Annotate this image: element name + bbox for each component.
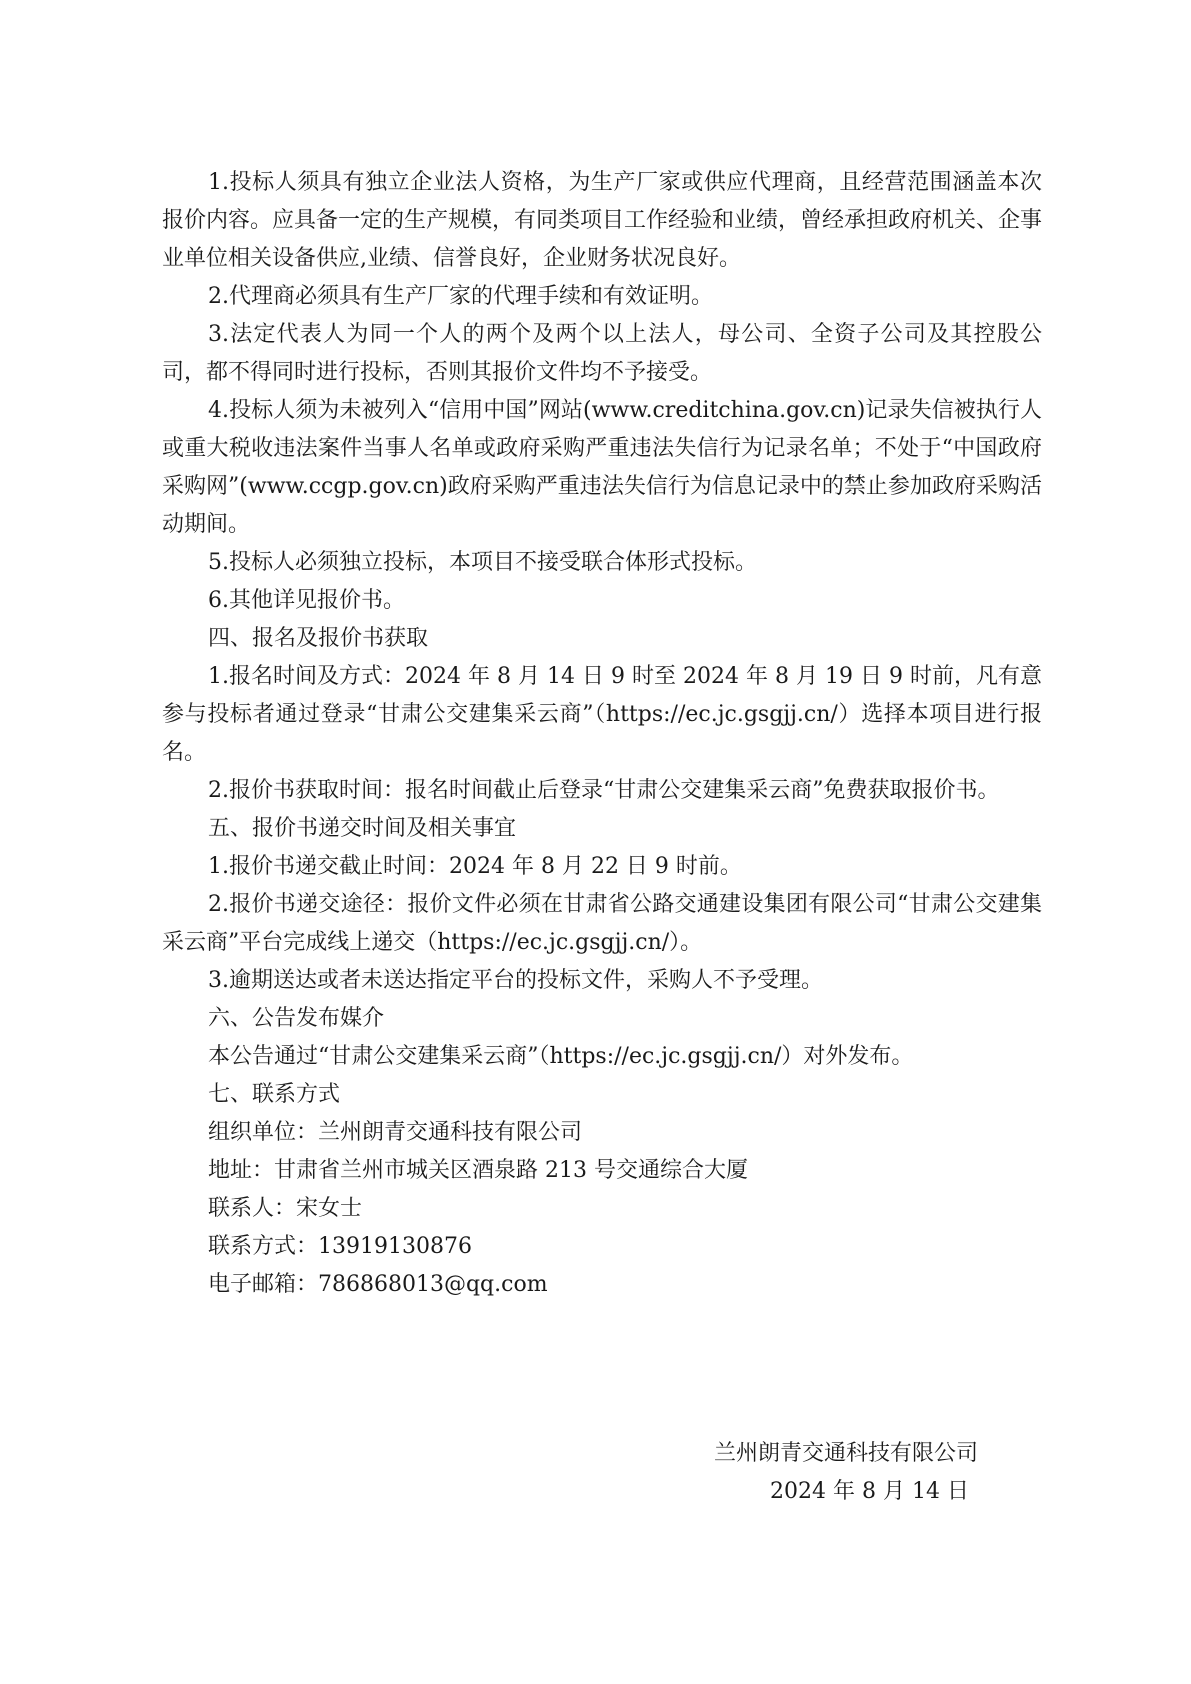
media-text: 本公告通过“甘肃公交建集采云商”（https://ec.jc.gsgjj.cn/）对外发布。 xyxy=(208,1044,914,1069)
contact-person: 联系人：宋女士 xyxy=(208,1196,363,1221)
submission-3: 3.逾期送达或者未送达指定平台的投标文件，采购人不予受理。 xyxy=(208,968,823,993)
signature-company: 兰州朗青交通科技有限公司 xyxy=(714,1441,979,1466)
section-heading-registration: 四、报名及报价书获取 xyxy=(208,626,429,651)
registration-2: 2.报价书获取时间：报名时间截止后登录“甘肃公交建集采云商”免费获取报价书。 xyxy=(208,778,1000,803)
announcement-body xyxy=(162,164,1042,1304)
submission-1: 1.报价书递交截止时间：2024 年 8 月 22 日 9 时前。 xyxy=(208,854,742,879)
section-heading-contact: 七、联系方式 xyxy=(208,1082,341,1107)
contact-address: 地址：甘肃省兰州市城关区酒泉路 213 号交通综合大厦 xyxy=(208,1158,748,1183)
contact-phone: 联系方式：13919130876 xyxy=(208,1234,472,1259)
section-heading-media: 六、公告发布媒介 xyxy=(208,1006,385,1031)
qualification-4: 4.投标人须为未被列入“信用中国”网站(www.creditchina.gov.cn)记录失信被执行人或重大税收违法案件当事人名单或政府采购严重违法失信行为记录名单；不处于“中国政府采购网”(www.ccgp.gov.cn)政府采购严重违法失信行为信息记录中的禁止参加政府采购活动期间。 xyxy=(162,398,1042,537)
qualification-1: 1.投标人须具有独立企业法人资格，为生产厂家或供应代理商，且经营范围涵盖本次报价内容。应具备一定的生产规模，有同类项目工作经验和业绩，曾经承担政府机关、企事业单位相关设备供应,业绩、信誉良好，企业财务状况良好。 xyxy=(162,170,1043,271)
signature-block xyxy=(700,1435,1020,1511)
qualification-2: 2.代理商必须具有生产厂家的代理手续和有效证明。 xyxy=(208,284,713,309)
signature-date: 2024 年 8 月 14 日 xyxy=(770,1479,969,1504)
registration-1: 1.报名时间及方式：2024 年 8 月 14 日 9 时至 2024 年 8 月 19 日 9 时前，凡有意参与投标者通过登录“甘肃公交建集采云商”（https://ec.jc.gsgjj.cn/）选择本项目进行报名。 xyxy=(162,664,1042,765)
contact-organization: 组织单位：兰州朗青交通科技有限公司 xyxy=(208,1120,583,1145)
contact-email: 电子邮箱：786868013@qq.com xyxy=(208,1272,548,1297)
qualification-3: 3.法定代表人为同一个人的两个及两个以上法人，母公司、全资子公司及其控股公司，都不得同时进行投标，否则其报价文件均不予接受。 xyxy=(162,322,1042,385)
qualification-6: 6.其他详见报价书。 xyxy=(208,588,405,613)
submission-2: 2.报价书递交途径：报价文件必须在甘肃省公路交通建设集团有限公司“甘肃公交建集采云商”平台完成线上递交（https://ec.jc.gsgjj.cn/）。 xyxy=(162,892,1042,955)
section-heading-submission: 五、报价书递交时间及相关事宜 xyxy=(208,816,517,841)
qualification-5: 5.投标人必须独立投标，本项目不接受联合体形式投标。 xyxy=(208,550,757,575)
